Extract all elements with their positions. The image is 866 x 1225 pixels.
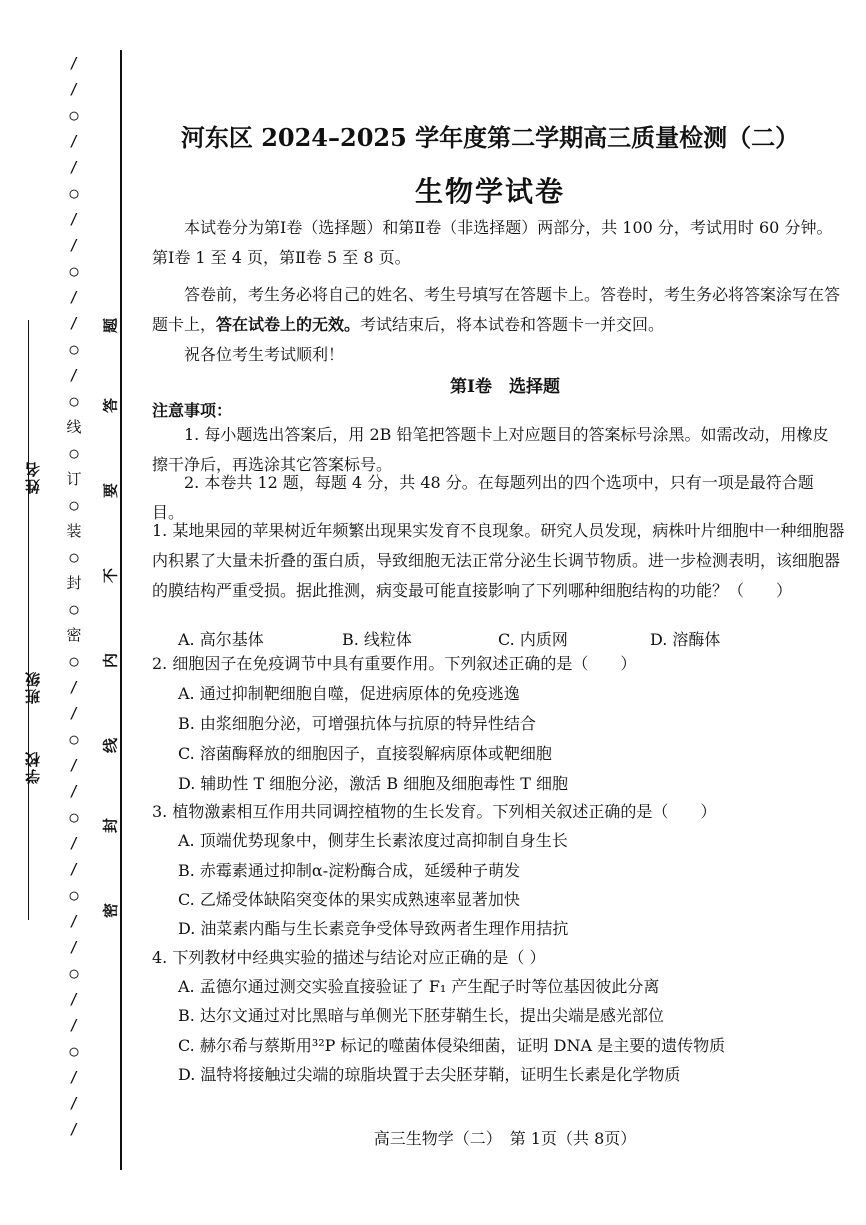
- option-d: D. 温特将接触过尖端的琼脂块置于去尖胚芽鞘，证明生长素是化学物质: [178, 1065, 681, 1084]
- intro-warning-bold: 答在试卷上的无效。: [216, 315, 361, 334]
- notes-label: 注意事项：: [152, 401, 233, 420]
- option-c: C. 赫尔希与蔡斯用³²P 标记的噬菌体侵染细菌，证明 DNA 是主要的遗传物质: [178, 1036, 726, 1055]
- seal-mark: ○: [69, 262, 79, 280]
- seal-char-xian: 线: [66, 418, 82, 436]
- question-stem: 1. 某地果园的苹果树近年频繁出现果实发育不良现象。研究人员发现，病株叶片细胞中一种细胞器内积累了大量未折叠的蛋白质，导致细胞无法正常分泌生长调节物质。进一步检测表明，该细胞器的膜结构严重受损。据此推测，病变最可能直接影响了下列哪种细胞结构的功能？（ ）: [152, 521, 845, 600]
- seal-mark: ○: [69, 652, 79, 670]
- seal-char-zhuang: 装: [66, 522, 82, 540]
- seal-mark: ○: [69, 392, 79, 410]
- warning-char: 密: [101, 903, 120, 919]
- seal-mark: ○: [69, 1042, 79, 1060]
- option-b: B. 由浆细胞分泌，可增强抗体与抗原的特异性结合: [178, 714, 536, 733]
- seal-mark: /: [69, 1016, 79, 1034]
- warning-char: 不: [101, 568, 120, 584]
- seal-line: [60, 50, 88, 1170]
- warning-char: 封: [101, 818, 120, 834]
- option-d: D. 油菜素内酯与生长素竞争受体导致两者生理作用拮抗: [178, 919, 569, 938]
- seal-mark: /: [69, 1068, 79, 1086]
- warning-char: 要: [101, 483, 120, 499]
- option-c: C. 内质网: [498, 630, 568, 649]
- option-b: B. 线粒体: [342, 630, 412, 649]
- seal-mark: ○: [69, 730, 79, 748]
- exam-subtitle: 生物学试卷: [414, 175, 565, 208]
- intro-paragraph-2c: 考试结束后，将本试卷和答题卡一并交回。: [360, 315, 665, 334]
- seal-char-mi: 密: [66, 626, 82, 644]
- seal-mark: /: [69, 756, 79, 774]
- seal-mark: ○: [69, 548, 79, 566]
- seal-mark: ○: [69, 496, 79, 514]
- seal-mark: /: [69, 132, 79, 150]
- seal-mark: /: [69, 938, 79, 956]
- seal-mark: ○: [69, 808, 79, 826]
- seal-mark: /: [69, 80, 79, 98]
- class-label: 班级: [24, 670, 42, 704]
- seal-mark: /: [69, 860, 79, 878]
- name-label: 姓名: [24, 460, 42, 494]
- intro-paragraph-2a: 答卷前，考生务必将自己的姓名、考生号填写在答题卡上。答卷时，考生务必将答案涂写在答题卡上，: [152, 285, 841, 334]
- question-stem: 2. 细胞因子在免疫调节中具有重要作用。下列叙述正确的是（ ）: [152, 654, 637, 673]
- seal-mark: /: [69, 704, 79, 722]
- option-a: A. 高尔基体: [178, 630, 264, 649]
- seal-mark: /: [69, 210, 79, 228]
- section-title: 第Ⅰ卷 选择题: [450, 377, 560, 397]
- option-a: A. 孟德尔通过测交实验直接验证了 F₁ 产生配子时等位基因彼此分离: [178, 977, 660, 996]
- seal-mark: /: [69, 158, 79, 176]
- option-b: B. 达尔文通过对比黑暗与单侧光下胚芽鞘生长，提出尖端是感光部位: [178, 1006, 664, 1025]
- note-1: 1. 每小题选出答案后，用 2B 铅笔把答题卡上对应题目的答案标号涂黑。如需改动，用橡皮擦干净后，再选涂其它答案标号。: [152, 425, 829, 474]
- option-b: B. 赤霉素通过抑制α-淀粉酶合成，延缓种子萌发: [178, 861, 521, 880]
- exam-title: 河东区 2024–2025 学年度第二学期高三质量检测（二）: [180, 123, 800, 152]
- seal-char-feng: 封: [66, 574, 82, 592]
- question-stem: 3. 植物激素相互作用共同调控植物的生长发育。下列相关叙述正确的是（ ）: [152, 802, 717, 821]
- intro-paragraph-2: [152, 280, 842, 340]
- warning-char: 内: [101, 653, 120, 669]
- option-d: D. 辅助性 T 细胞分泌，激活 B 细胞及细胞毒性 T 细胞: [178, 774, 569, 793]
- note-2: 2. 本卷共 12 题，每题 4 分，共 48 分。在每题列出的四个选项中，只有一项是最符合题目。: [152, 473, 814, 522]
- margin-rule-left: [28, 320, 29, 920]
- seal-mark: /: [69, 314, 79, 332]
- seal-mark: ○: [69, 184, 79, 202]
- warning-char: 线: [101, 738, 120, 754]
- seal-mark: /: [69, 288, 79, 306]
- seal-char-ding: 订: [66, 470, 82, 488]
- no-answer-zone-warning: [98, 300, 122, 950]
- option-c: C. 溶菌酶释放的细胞因子，直接裂解病原体或靶细胞: [178, 744, 552, 763]
- option-d: D. 溶酶体: [650, 630, 721, 649]
- seal-mark: /: [69, 366, 79, 384]
- seal-mark: ○: [69, 886, 79, 904]
- seal-mark: ○: [69, 106, 79, 124]
- warning-char: 答: [101, 398, 120, 414]
- seal-mark: /: [69, 678, 79, 696]
- seal-mark: ○: [69, 964, 79, 982]
- page-footer: 高三生物学（二） 第 1页（共 8页）: [373, 1129, 637, 1148]
- school-label: 学校: [24, 750, 42, 784]
- intro-paragraph-1: 本试卷分为第Ⅰ卷（选择题）和第Ⅱ卷（非选择题）两部分，共 100 分，考试用时 60 分钟。第Ⅰ卷 1 至 4 页，第Ⅱ卷 5 至 8 页。: [152, 218, 833, 267]
- seal-mark: /: [69, 1094, 79, 1112]
- seal-mark: /: [69, 834, 79, 852]
- seal-mark: ○: [69, 340, 79, 358]
- option-a: A. 通过抑制靶细胞自噬，促进病原体的免疫逃逸: [178, 684, 520, 703]
- option-c: C. 乙烯受体缺陷突变体的果实成熟速率显著加快: [178, 890, 520, 909]
- seal-mark: /: [69, 782, 79, 800]
- seal-mark: /: [69, 236, 79, 254]
- seal-mark: ○: [69, 600, 79, 618]
- seal-mark: /: [69, 1120, 79, 1138]
- seal-mark: ○: [69, 444, 79, 462]
- seal-mark: /: [69, 54, 79, 72]
- option-a: A. 顶端优势现象中，侧芽生长素浓度过高抑制自身生长: [178, 831, 568, 850]
- warning-char: 题: [101, 318, 120, 334]
- question-stem: 4. 下列教材中经典实验的描述与结论对应正确的是（ ）: [152, 948, 546, 967]
- good-luck-text: 祝各位考生考试顺利！: [184, 345, 345, 364]
- seal-mark: /: [69, 912, 79, 930]
- seal-mark: /: [69, 990, 79, 1008]
